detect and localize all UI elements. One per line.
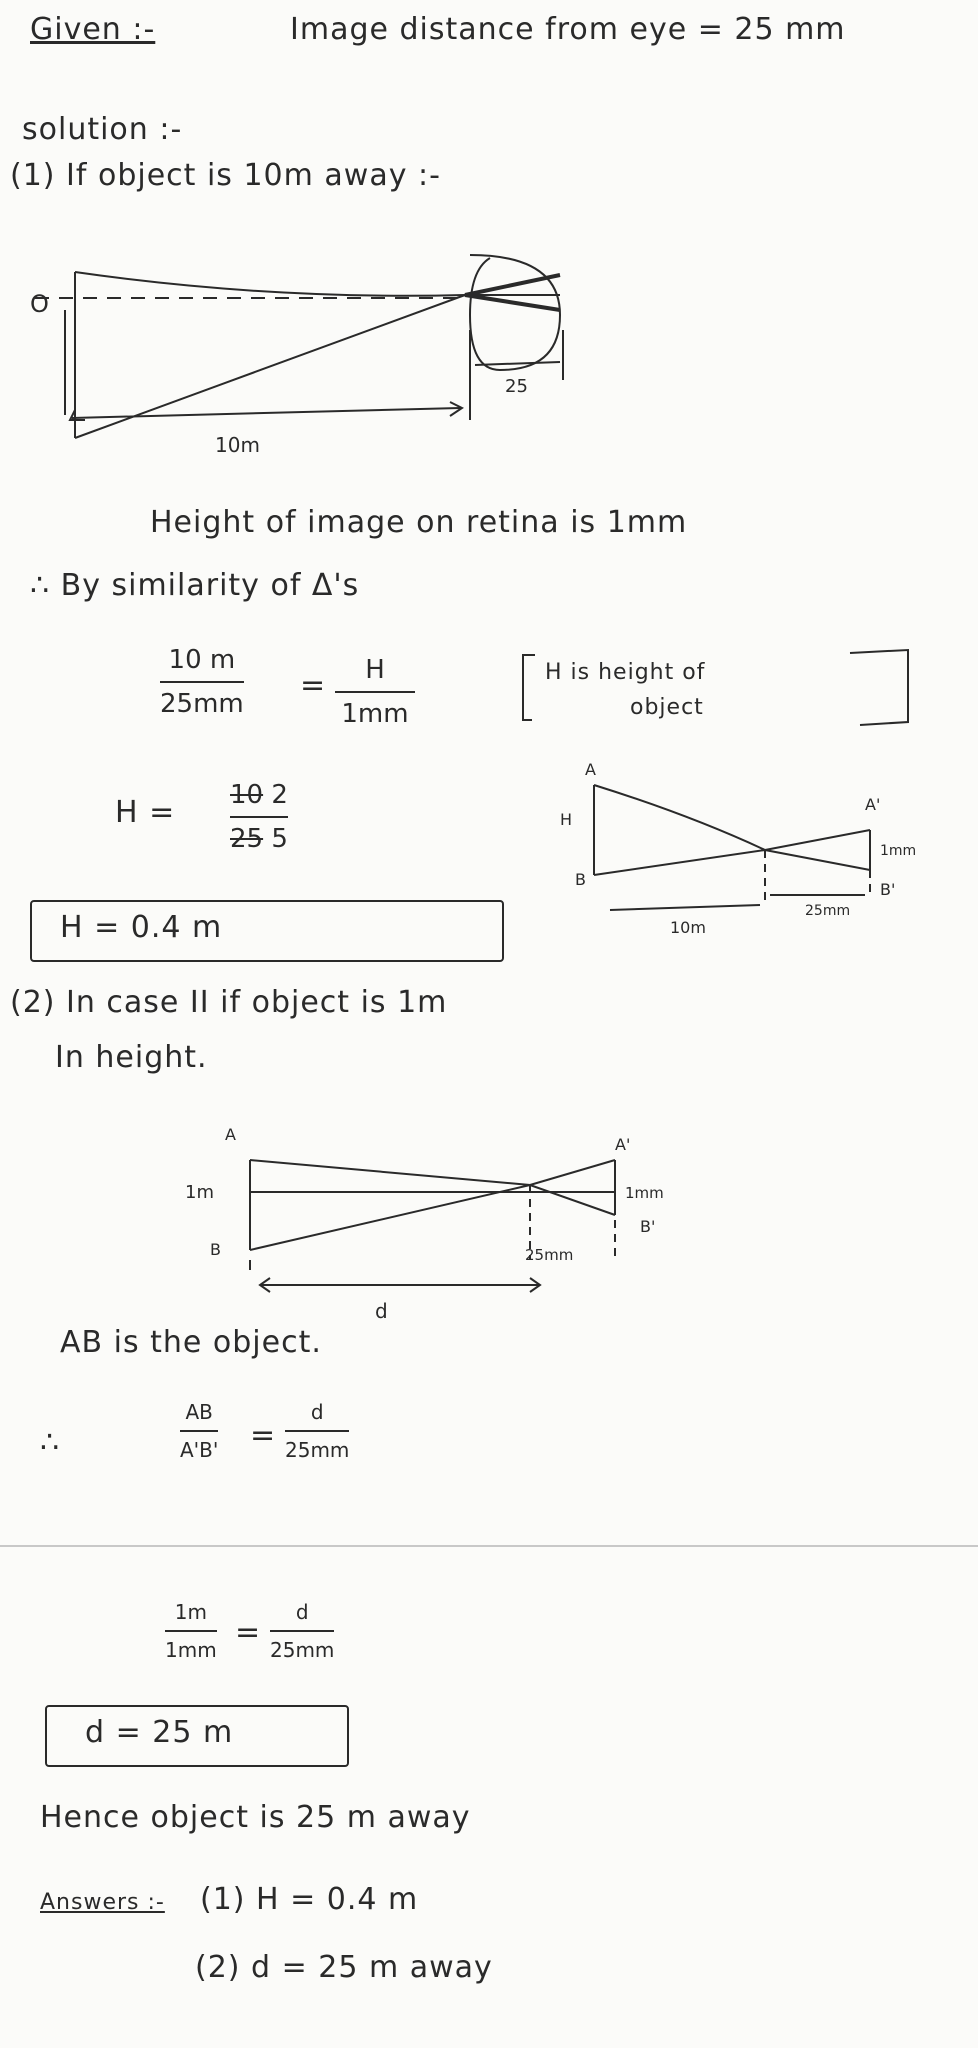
- label-object-height: 1m: [185, 1182, 214, 1203]
- eq2-right-den: 25mm: [270, 1638, 335, 1662]
- label-b-prime: B': [880, 880, 896, 899]
- ratio-left-den: 25mm: [160, 689, 244, 719]
- eq1-right: [285, 1400, 349, 1462]
- label-h: H: [560, 810, 573, 829]
- part1-heading: (1) If object is 10m away :-: [10, 158, 441, 193]
- label-image-height: 1mm: [625, 1184, 664, 1202]
- part2-heading-line1: (2) In case II if object is 1m: [10, 985, 448, 1020]
- calc-den: 25: [230, 824, 264, 854]
- note-line2: object: [630, 695, 704, 720]
- label-b-prime: B': [640, 1217, 656, 1236]
- label-image-distance: 25mm: [525, 1246, 574, 1264]
- eq1-left-num: AB: [185, 1400, 213, 1424]
- similar-triangles-diagram: [520, 745, 920, 937]
- note-brackets: [520, 650, 920, 740]
- calc-fraction: [230, 780, 288, 854]
- answers-label: Answers :-: [40, 1890, 165, 1915]
- solution-label: solution :-: [22, 112, 183, 147]
- eq2-right-num: d: [295, 1600, 309, 1624]
- point-o-label: O: [30, 290, 49, 318]
- eq2-left-den: 1mm: [165, 1638, 217, 1662]
- label-image-distance: 25mm: [805, 903, 851, 919]
- label-a: A: [225, 1125, 236, 1144]
- label-object-distance: 10m: [670, 918, 706, 937]
- ratio-right-den: 1mm: [341, 699, 409, 729]
- case2-diagram: [170, 1120, 670, 1350]
- calc-den2: 5: [271, 824, 288, 854]
- eye-distance-label: 25: [505, 376, 528, 397]
- label-image-height: 1mm: [880, 843, 917, 859]
- part2-heading-line2: In height.: [55, 1040, 208, 1075]
- label-b: B: [575, 870, 586, 889]
- eq1-left-den: A'B': [180, 1438, 219, 1462]
- label-a-prime: A': [865, 795, 881, 814]
- calc-num2: 2: [271, 780, 288, 810]
- given-label: Given :-: [30, 12, 156, 47]
- object-distance-label: 10m: [215, 433, 260, 457]
- eq2-right: [270, 1600, 334, 1662]
- eye-diagram-1: [0, 230, 600, 457]
- eq1-right-num: d: [310, 1400, 324, 1424]
- ratio-right-num: H: [365, 655, 385, 685]
- label-a: A: [585, 760, 596, 779]
- ab-text: AB is the object.: [60, 1325, 322, 1360]
- label-object-distance: d: [375, 1299, 388, 1323]
- result-d: d = 25 m: [85, 1715, 234, 1750]
- equals-sign: =: [250, 1418, 277, 1453]
- divider: [0, 1545, 978, 1547]
- equals-sign: =: [300, 668, 327, 703]
- ratio-left: [160, 645, 244, 719]
- eq1-left: [180, 1400, 218, 1462]
- hence-text: Hence object is 25 m away: [40, 1800, 471, 1835]
- label-a-prime: A': [615, 1135, 631, 1154]
- retina-text: Height of image on retina is 1mm: [150, 505, 688, 540]
- given-text: Image distance from eye = 25 mm: [290, 12, 846, 47]
- eq1-right-den: 25mm: [285, 1438, 350, 1462]
- therefore-symbol: ∴: [40, 1425, 61, 1460]
- answer-1: (1) H = 0.4 m: [200, 1882, 419, 1917]
- equals-sign: =: [235, 1615, 262, 1650]
- ratio-right: [335, 655, 415, 729]
- calc-lhs: H =: [115, 795, 176, 830]
- calc-num: 10: [230, 780, 264, 810]
- similarity-text: ∴ By similarity of Δ's: [30, 568, 360, 603]
- eq2-left: [165, 1600, 217, 1662]
- result-h: H = 0.4 m: [60, 910, 223, 945]
- label-b: B: [210, 1240, 221, 1259]
- eq2-left-num: 1m: [174, 1600, 207, 1624]
- note-line1: H is height of: [545, 660, 706, 685]
- answer-2: (2) d = 25 m away: [195, 1950, 493, 1985]
- ratio-left-num: 10 m: [168, 645, 236, 675]
